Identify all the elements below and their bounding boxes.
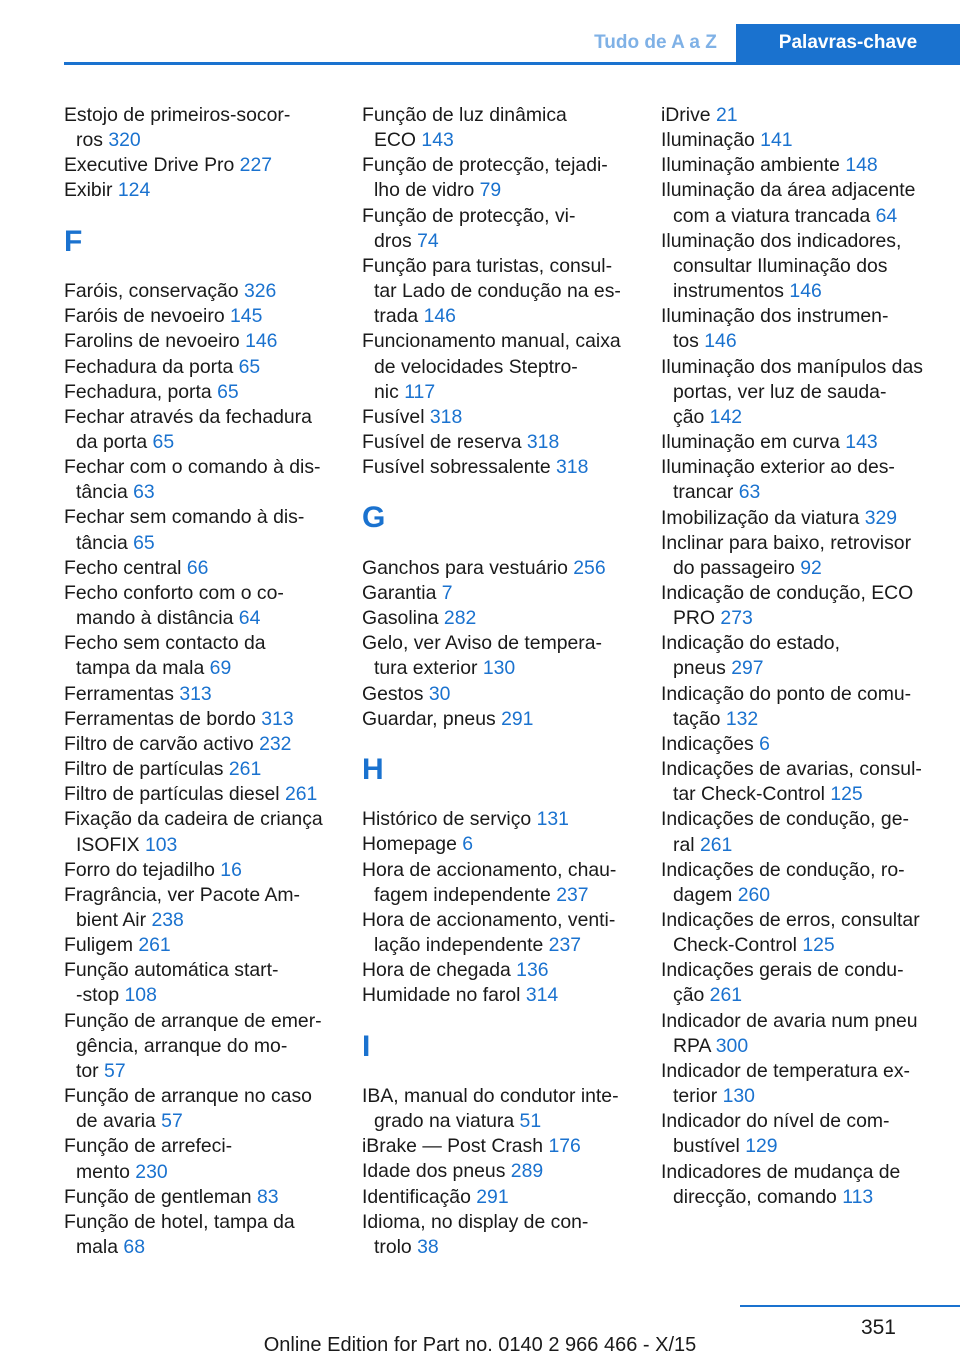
page-reference-link[interactable]: 30 — [428, 682, 451, 705]
page-reference-link[interactable]: 176 — [548, 1135, 581, 1158]
index-entry — [661, 128, 931, 153]
page-reference-link[interactable]: 129 — [745, 1135, 778, 1158]
page-reference-link[interactable]: 65 — [152, 431, 175, 453]
index-entry — [362, 581, 634, 606]
index-entry — [362, 455, 634, 480]
index-entry — [661, 631, 931, 681]
entry-text: Fechar sem comando à dis- tância — [64, 506, 305, 554]
entry-text: Fixação da cadeira de criança ISOFIX — [64, 808, 323, 856]
entry-text: Indicador do nível de com- bustível — [661, 1110, 890, 1158]
page-reference-link[interactable]: 130 — [722, 1085, 755, 1108]
footer-divider — [740, 1305, 960, 1307]
entry-text: Indicações de condução, ge- ral — [661, 808, 909, 856]
entry-text: Hora de accionamento, chau- fagem independente — [362, 858, 617, 906]
entry-text: Funcionamento manual, caixa de velocidades Steptro- nic — [362, 330, 621, 403]
entry-text: Faróis, conservação — [64, 280, 239, 303]
index-entry — [362, 556, 634, 581]
entry-text: Fechar através da fechadura da porta — [64, 405, 312, 453]
page-reference-link[interactable]: 261 — [709, 984, 743, 1007]
entry-text: Função de hotel, tampa da mala — [64, 1210, 295, 1258]
entry-text: Fecho conforto com o co- mando à distância — [64, 581, 284, 630]
page-reference-link[interactable]: 146 — [704, 330, 737, 353]
entry-text: Imobilização da viatura — [661, 506, 860, 529]
page-reference-link[interactable]: 69 — [209, 657, 232, 680]
index-entry — [661, 581, 931, 631]
page-reference-link[interactable]: 143 — [845, 431, 878, 454]
entry-text: Executive Drive Pro — [64, 154, 235, 177]
page-reference-link[interactable]: 57 — [104, 1059, 126, 1082]
index-entry — [661, 304, 931, 354]
entry-text: Fusível sobressalente — [362, 456, 551, 479]
page-reference-link[interactable]: 113 — [842, 1185, 874, 1208]
page-reference-link[interactable]: 318 — [429, 405, 463, 428]
entry-text: Fusível de reserva — [362, 431, 522, 454]
letter-heading: H — [362, 752, 384, 786]
page-reference-link[interactable]: 282 — [443, 607, 477, 630]
index-entry — [661, 1059, 931, 1109]
index-entry — [64, 556, 336, 581]
page-reference-link[interactable]: 63 — [133, 481, 155, 504]
page-reference-link[interactable]: 136 — [516, 959, 549, 982]
index-entry — [362, 807, 634, 832]
entry-text: Indicadores de mudança de direcção, comando — [661, 1160, 901, 1208]
index-entry — [661, 229, 931, 304]
index-entry — [661, 178, 931, 228]
entry-text: Gestos — [362, 682, 424, 705]
index-entry — [64, 380, 336, 405]
page-reference-link[interactable]: 230 — [135, 1160, 168, 1183]
page-reference-link[interactable]: 261 — [228, 758, 262, 781]
page-reference-link[interactable]: 261 — [284, 783, 318, 806]
page-reference-link[interactable]: 79 — [479, 179, 502, 202]
entry-text: Fechar com o comando à dis- tância — [64, 456, 321, 504]
entry-text: Indicação do estado, pneus — [661, 632, 840, 680]
entry-text: Indicador de avaria num pneu RPA — [661, 1009, 918, 1057]
index-entry — [362, 832, 634, 857]
page-reference-link[interactable]: 6 — [462, 833, 474, 856]
page-reference-link[interactable]: 124 — [117, 179, 151, 202]
index-entry — [362, 707, 634, 732]
entry-text: Função de arrefeci- mento — [64, 1135, 233, 1183]
index-entry — [362, 1185, 634, 1210]
index-entry — [362, 254, 634, 329]
entry-text: IBA, manual do condutor inte- grado na viatura — [362, 1085, 619, 1133]
index-entry — [362, 631, 634, 681]
index-entry — [661, 506, 931, 531]
entry-text: Forro do tejadilho — [64, 858, 215, 881]
page-reference-link[interactable]: 65 — [217, 380, 239, 403]
index-entry — [661, 908, 931, 958]
page-reference-link[interactable]: 64 — [875, 204, 898, 227]
entry-text: Filtro de carvão activo — [64, 732, 254, 755]
page-reference-link[interactable]: 7 — [441, 581, 453, 604]
page-reference-link[interactable]: 65 — [133, 531, 155, 554]
entry-text: Iluminação ambiente — [661, 154, 840, 177]
entry-text: Indicação de condução, ECO PRO — [661, 581, 914, 630]
active-tab-keywords[interactable]: Palavras-chave — [736, 24, 960, 62]
entry-text: Garantia — [362, 581, 437, 604]
index-entry — [661, 1109, 931, 1159]
entry-text: Iluminação dos manípulos das portas, ver luz de sauda- ção — [661, 355, 923, 428]
header-divider — [64, 62, 960, 65]
index-entry — [362, 204, 634, 254]
page-reference-link[interactable]: 318 — [556, 456, 589, 479]
entry-text: Função de arranque no caso de avaria — [64, 1085, 312, 1133]
entry-text: Função de protecção, vi- dros — [362, 204, 576, 252]
page-reference-link[interactable]: 232 — [259, 732, 292, 755]
index-entry — [64, 505, 336, 555]
entry-text: Guardar, pneus — [362, 707, 496, 730]
entry-text: Fecho sem contacto da tampa da mala — [64, 632, 266, 680]
page-reference-link[interactable]: 260 — [737, 883, 771, 906]
page-reference-link[interactable]: 237 — [556, 883, 589, 906]
entry-text: iDrive — [661, 104, 711, 126]
entry-text: Indicações de erros, consultar Check-Control — [661, 909, 920, 957]
page-number: 351 — [860, 1316, 896, 1339]
page-reference-link[interactable]: 300 — [715, 1034, 749, 1057]
index-entry — [661, 1160, 931, 1210]
page-reference-link[interactable]: 313 — [179, 682, 212, 705]
index-entry — [362, 1159, 634, 1184]
index-entry — [64, 304, 336, 329]
index-entry — [362, 1134, 634, 1159]
index-entry — [661, 153, 931, 178]
entry-text: Fecho central — [64, 556, 182, 579]
entry-text: Iluminação dos indicadores, consultar Iluminação dos instrumentos — [661, 229, 902, 303]
index-entry — [64, 279, 336, 304]
page-reference-link[interactable]: 132 — [725, 707, 759, 730]
index-entry — [661, 858, 931, 908]
page-reference-link[interactable]: 117 — [404, 380, 436, 403]
letter-heading: I — [362, 1029, 371, 1063]
page-reference-link[interactable]: 64 — [238, 607, 261, 630]
index-entry — [64, 178, 336, 203]
entry-text: Fragrância, ver Pacote Am- bient Air — [64, 883, 301, 931]
page-reference-link[interactable]: 130 — [482, 657, 516, 680]
page-header — [0, 0, 960, 62]
letter-heading: G — [362, 501, 386, 535]
page-reference-link[interactable]: 261 — [699, 833, 733, 856]
index-entry — [64, 103, 336, 153]
page-reference-link[interactable]: 16 — [220, 858, 242, 881]
page-reference-link[interactable]: 227 — [239, 154, 273, 177]
entry-text: Hora de accionamento, venti- lação independente — [362, 908, 616, 957]
entry-text: Hora de chegada — [362, 959, 511, 982]
entry-text: Ganchos para vestuário — [362, 556, 568, 579]
entry-text: Fuligem — [64, 934, 133, 957]
index-entry — [64, 153, 336, 178]
entry-text: Exibir — [64, 179, 113, 202]
entry-text: Histórico de serviço — [362, 808, 532, 831]
index-entry — [64, 1210, 336, 1260]
page-reference-link[interactable]: 291 — [501, 707, 534, 730]
index-entry — [64, 958, 336, 1008]
page-reference-link[interactable]: 125 — [830, 783, 863, 806]
page-reference-link[interactable]: 326 — [243, 280, 277, 303]
page-reference-link[interactable]: 148 — [845, 154, 878, 177]
page-reference-link[interactable]: 329 — [864, 506, 898, 529]
index-entry — [362, 153, 634, 203]
index-entry — [64, 707, 336, 732]
index-column-2 — [362, 103, 634, 1260]
index-entry — [362, 958, 634, 983]
index-entry — [64, 405, 336, 455]
page-reference-link[interactable]: 51 — [519, 1110, 542, 1133]
entry-text: Filtro de partículas — [64, 758, 224, 781]
entry-text: Função de protecção, tejadi- lho de vidro — [362, 154, 608, 202]
page-reference-link[interactable]: 38 — [417, 1235, 439, 1258]
entry-text: Indicações — [661, 732, 754, 755]
index-entry — [362, 1210, 634, 1260]
page-reference-link[interactable]: 66 — [186, 556, 209, 579]
page-reference-link[interactable]: 143 — [421, 129, 454, 152]
page-reference-link[interactable]: 141 — [760, 129, 793, 152]
index-entry — [64, 1084, 336, 1134]
page-reference-link[interactable]: 65 — [238, 355, 261, 378]
entry-text: Indicações gerais de condu- ção — [661, 959, 904, 1007]
page-reference-link[interactable]: 142 — [709, 405, 743, 428]
index-entry — [661, 682, 931, 732]
section-tab[interactable]: Tudo de A a Z — [594, 32, 717, 53]
entry-text: Fechadura da porta — [64, 355, 234, 378]
entry-text: Faróis de nevoeiro — [64, 305, 225, 328]
index-entry — [64, 581, 336, 631]
entry-text: Ferramentas de bordo — [64, 707, 256, 730]
index-entry — [362, 329, 634, 404]
entry-text: Indicador de temperatura ex- terior — [661, 1059, 910, 1108]
index-entry — [362, 858, 634, 908]
index-entry — [64, 355, 336, 380]
index-entry — [64, 631, 336, 681]
index-entry — [64, 732, 336, 757]
entry-text: iBrake — Post Crash — [362, 1135, 544, 1158]
index-entry — [362, 103, 634, 153]
entry-text: Iluminação em curva — [661, 431, 840, 454]
page-reference-link[interactable]: 63 — [738, 481, 761, 504]
page-reference-link[interactable]: 145 — [230, 305, 263, 328]
index-entry — [64, 1009, 336, 1084]
entry-text: Idioma, no display de con- trolo — [362, 1210, 589, 1258]
entry-text: Humidade no farol — [362, 984, 521, 1007]
index-entry — [362, 682, 634, 707]
entry-text: Gelo, ver Aviso de tempera- tura exterior — [362, 632, 602, 680]
page-reference-link[interactable]: 6 — [759, 732, 770, 755]
index-entry — [64, 757, 336, 782]
entry-text: Função de luz dinâmica ECO — [362, 104, 567, 152]
index-entry — [362, 405, 634, 430]
index-column-1 — [64, 103, 336, 1260]
entry-text: Função automática start- -stop — [64, 959, 279, 1007]
entry-text: Fechadura, porta — [64, 380, 212, 403]
page-reference-link[interactable]: 313 — [261, 707, 294, 730]
page-reference-link[interactable]: 108 — [124, 984, 157, 1007]
index-entry — [64, 455, 336, 505]
entry-text: Função para turistas, consul- tar Lado de condução na es- trada — [362, 254, 621, 328]
index-entry — [661, 355, 931, 430]
entry-text: Indicações de condução, ro- dagem — [661, 858, 905, 906]
page-reference-link[interactable]: 318 — [526, 431, 560, 454]
page-reference-link[interactable]: 83 — [256, 1185, 279, 1208]
page-reference-link[interactable]: 320 — [108, 129, 141, 152]
index-entry — [362, 606, 634, 631]
entry-text: Identificação — [362, 1185, 471, 1208]
index-entry — [362, 430, 634, 455]
page-reference-link[interactable]: 256 — [573, 556, 606, 579]
index-entry — [362, 908, 634, 958]
index-entry — [362, 983, 634, 1008]
page-reference-link[interactable]: 74 — [417, 229, 439, 252]
index-entry — [64, 883, 336, 933]
index-entry — [64, 1185, 336, 1210]
page-reference-link[interactable]: 68 — [123, 1236, 145, 1258]
entry-text: Homepage — [362, 833, 457, 856]
entry-text: Ferramentas — [64, 682, 174, 705]
entry-text: Iluminação da área adjacente com a viatura trancada — [661, 179, 916, 227]
page-reference-link[interactable]: 273 — [720, 607, 753, 630]
page-reference-link[interactable]: 21 — [715, 104, 738, 126]
entry-text: Função de gentleman — [64, 1185, 252, 1208]
page-reference-link[interactable]: 103 — [144, 833, 178, 856]
entry-text: Iluminação exterior ao des- trancar — [661, 456, 895, 504]
entry-text: Inclinar para baixo, retrovisor do passageiro — [661, 531, 912, 579]
index-entry — [661, 732, 931, 757]
index-entry — [64, 933, 336, 958]
entry-text: Indicações de avarias, consul- tar Check-Control — [661, 758, 922, 806]
entry-text: Estojo de primeiros-socor- ros — [64, 104, 291, 152]
entry-text: Iluminação dos instrumen- tos — [661, 305, 889, 353]
page-reference-link[interactable]: 125 — [802, 934, 835, 957]
index-entry — [661, 757, 931, 807]
page-reference-link[interactable]: 146 — [789, 280, 822, 303]
index-column-3 — [661, 103, 931, 1210]
index-entry — [661, 807, 931, 857]
page-reference-link[interactable]: 146 — [245, 330, 278, 353]
page-reference-link[interactable]: 131 — [536, 808, 569, 831]
entry-text: Fusível — [362, 405, 425, 428]
page-reference-link[interactable]: 146 — [423, 305, 456, 328]
page-reference-link[interactable]: 314 — [525, 984, 559, 1007]
index-entry — [64, 858, 336, 883]
index-entry — [661, 958, 931, 1008]
entry-text: Filtro de partículas diesel — [64, 783, 280, 806]
index-entry — [661, 1009, 931, 1059]
entry-text: Idade dos pneus — [362, 1160, 506, 1183]
index-entry — [661, 531, 931, 581]
index-entry — [661, 430, 931, 455]
entry-text: Indicação do ponto de comu- tação — [661, 682, 912, 730]
page-reference-link[interactable]: 237 — [548, 934, 582, 957]
page-reference-link[interactable]: 297 — [731, 657, 764, 680]
page-reference-link[interactable]: 238 — [151, 908, 184, 931]
page-reference-link[interactable]: 92 — [800, 556, 822, 579]
edition-footer: Online Edition for Part no. 0140 2 966 466 - X/15 — [263, 1334, 697, 1356]
index-entry — [64, 329, 336, 354]
entry-text: Gasolina — [362, 607, 439, 630]
index-entry — [64, 782, 336, 807]
page-reference-link[interactable]: 57 — [161, 1110, 183, 1133]
index-entry — [64, 682, 336, 707]
index-entry — [661, 103, 931, 128]
index-entry — [362, 1084, 634, 1134]
entry-text: Farolins de nevoeiro — [64, 330, 240, 353]
page-reference-link[interactable]: 289 — [510, 1160, 544, 1183]
letter-heading: F — [64, 224, 83, 258]
page-reference-link[interactable]: 291 — [476, 1185, 509, 1208]
index-entry — [64, 807, 336, 857]
entry-text: Função de arranque de emer- gência, arranque do mo- tor — [64, 1009, 322, 1082]
page-reference-link[interactable]: 261 — [138, 934, 171, 957]
entry-text: Iluminação — [661, 129, 755, 152]
index-entry — [64, 1134, 336, 1184]
index-entry — [661, 455, 931, 505]
